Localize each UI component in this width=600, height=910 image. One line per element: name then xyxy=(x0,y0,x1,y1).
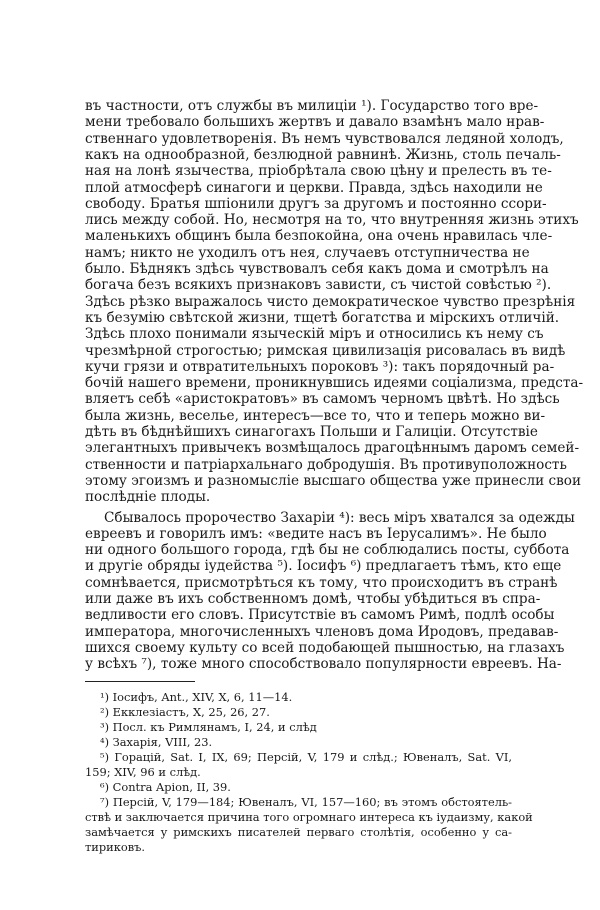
footnote-line: замѣчается у римскихъ писателей перваго столѣтія, особенно у са- xyxy=(85,824,512,839)
text-line: Здѣсь рѣзко выражалось чисто демократическое чувство презрѣнія xyxy=(85,293,576,310)
footnote-line: ²) Екклезіастъ, X, 25, 26, 27. xyxy=(100,704,270,719)
text-line: Здѣсь плохо понимали языческій міръ и относились къ нему съ xyxy=(85,326,544,343)
text-line: или даже въ ихъ собственномъ домѣ, чтобы убѣдиться въ спра- xyxy=(85,591,541,607)
text-line: ни одного большого города, гдѣ бы не соблюдались посты, суббота xyxy=(85,542,570,559)
text-line: вляетъ себѣ «аристократовъ» въ самомъ черномъ цвѣтѣ. Но здѣсь xyxy=(85,391,560,408)
footnote-separator xyxy=(85,681,195,682)
footnote-line: 159; XIV, 96 и слѣд. xyxy=(85,764,201,779)
text-line: свободу. Братья шпіонили другъ за другомъ и постоянно ссори- xyxy=(85,195,547,212)
text-line: богача безъ всякихъ признаковъ зависти, съ чистой совѣстью ²). xyxy=(85,277,552,294)
text-line: маленькихъ общинъ была безпокойна, она очень нравилась чле- xyxy=(85,228,553,245)
footnote-line: ⁶) Contra Apion, II, 39. xyxy=(100,779,231,794)
text-line: шихся своему культу со всей подобающей пышностью, на глазахъ xyxy=(85,639,565,656)
text-line: къ безумію свѣтской жизни, тщетѣ богатства и мірскихъ отличій. xyxy=(85,309,560,326)
text-line: элегантныхъ привычекъ возмѣщалось драгоцѣннымъ даромъ семей- xyxy=(85,440,580,457)
footnote-line: ⁵) Горацій, Sat. I, IX, 69; Персій, V, 179 и слѣд.; Ювеналъ, Sat. VI, xyxy=(100,749,512,764)
text-line: ведливости его словъ. Присутствіе въ самомъ Римѣ, подлѣ особы xyxy=(85,607,555,624)
text-line: какъ на однообразной, безлюдной равнинѣ. Жизнь, столь печаль- xyxy=(85,146,561,163)
footnote-line: ⁴) Захарія, VIII, 23. xyxy=(100,734,213,749)
text-line: кучи грязи и отвратительныхъ пороковъ ³): такъ порядочный ра- xyxy=(85,358,555,375)
footnote-line: ствѣ и заключается причина того огромнаго интереса къ іудаизму, какой xyxy=(85,809,533,824)
text-line: ная на лонѣ язычества, пріобрѣтала свою цѣну и прелесть въ те- xyxy=(85,163,552,180)
text-line: этому эгоизмъ и разномысліе высшаго общества уже принесли свои xyxy=(85,472,582,489)
text-line: дѣть въ бѣднѣйшихъ синагогахъ Польши и Галиціи. Отсутствіе xyxy=(85,424,538,440)
text-line: ственности и патріархальнаго добродушія. Въ противуположность xyxy=(85,456,567,473)
text-line: Сбывалось пророчество Захаріи ⁴): весь міръ хватался за одежды xyxy=(104,509,575,526)
text-line: было. Бѣднякъ здѣсь чувствовалъ себя какъ дома и смотрѣлъ на xyxy=(85,261,549,277)
text-line: была жизнь, веселье, интересъ—все то, что и теперь можно ви- xyxy=(85,407,546,424)
text-line: мени требовало большихъ жертвъ и давало взамѣнъ мало нрав- xyxy=(85,114,545,131)
text-line: лись между собой. Но, несмотря на то, что внутренняя жизнь этихъ xyxy=(85,212,579,229)
text-line: намъ; никто не уходилъ отъ нея, случаевъ отступничества не xyxy=(85,244,530,261)
text-line: сомнѣвается, присмотрѣться къ тому, что происходитъ въ странѣ xyxy=(85,574,558,591)
text-line: бочій нашего времени, проникнувшись идеями соціализма, предста- xyxy=(85,375,584,392)
text-line: въ частности, отъ службы въ милиціи ¹). Государство того вре- xyxy=(85,98,539,114)
text-line: ственнаго удовлетворенія. Въ немъ чувствовался ледяной холодъ, xyxy=(85,130,564,147)
footnote-line: ³) Посл. къ Римлянамъ, I, 24, и слѣд xyxy=(100,719,317,734)
text-line: у всѣхъ ⁷), тоже много способствовало популярности евреевъ. На- xyxy=(85,656,562,673)
text-line: императора, многочисленныхъ членовъ дома Иродовъ, предавав- xyxy=(85,623,559,640)
footnote-line: тириковъ. xyxy=(85,839,146,854)
footnote-line: ⁷) Персій, V, 179—184; Ювеналъ, VI, 157—160; въ этомъ обстоятель- xyxy=(100,794,512,809)
text-line: евреевъ и говорилъ имъ: «ведите насъ въ Іерусалимъ». Не было xyxy=(85,525,547,542)
text-line: и другіе обряды іудейства ⁵). Іосифъ ⁶) предлагаетъ тѣмъ, кто еще xyxy=(85,558,562,575)
footnote-line: ¹) Іосифъ, Ant., XIV, X, 6, 11—14. xyxy=(100,689,293,704)
text-line: послѣдніе плоды. xyxy=(85,489,211,506)
text-line: плой атмосферѣ синагоги и церкви. Правда, здѣсь находили не xyxy=(85,179,543,196)
text-line: чрезмѣрной строгостью; римская цивилизація рисовалась въ видѣ xyxy=(85,342,566,359)
